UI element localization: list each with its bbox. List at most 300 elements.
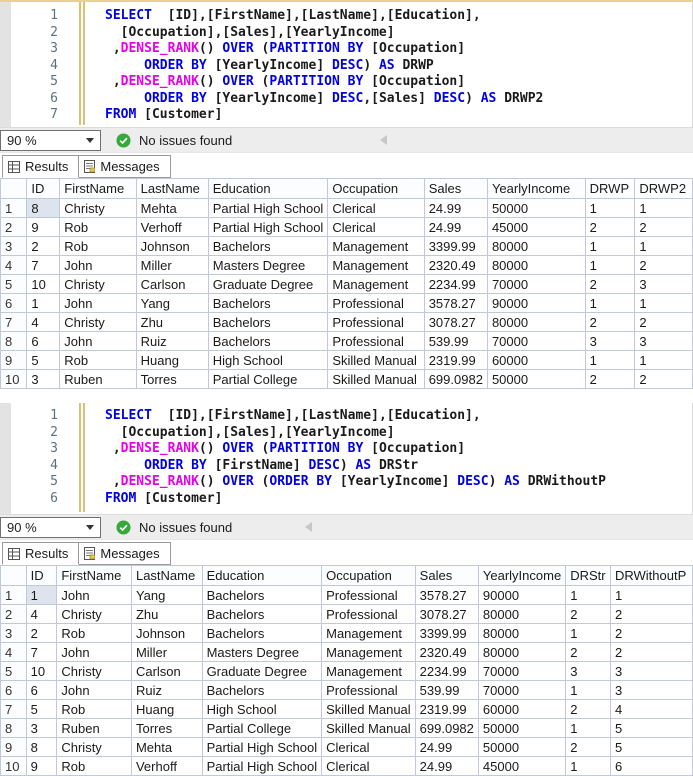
grid-cell[interactable]: 1: [585, 199, 635, 218]
grid-cell[interactable]: 70000: [487, 332, 585, 351]
grid-cell[interactable]: Skilled Manual: [322, 700, 416, 719]
code-line[interactable]: [0, 25, 692, 42]
code-text: ,DENSE_RANK() OVER (PARTITION BY [Occupation]: [105, 41, 466, 56]
grid-cell[interactable]: 3578.27: [415, 586, 478, 605]
grid-cell[interactable]: Professional: [328, 294, 424, 313]
grid-cell[interactable]: Management: [322, 624, 416, 643]
tab-strip-2: [0, 540, 693, 565]
grid-cell[interactable]: Rob: [57, 700, 132, 719]
grid-cell[interactable]: Bachelors: [208, 313, 328, 332]
results-grid-wrap-2: [0, 565, 693, 776]
row-number-cell[interactable]: 4: [1, 643, 27, 662]
row-number-cell[interactable]: 6: [1, 681, 27, 700]
code-text: ORDER BY [FirstName] DESC) AS DRStr: [144, 457, 419, 473]
grid-cell[interactable]: Clerical: [322, 757, 416, 776]
grid-cell[interactable]: 24.99: [424, 199, 487, 218]
grid-cell[interactable]: Zhu: [131, 605, 202, 624]
code-line[interactable]: [0, 425, 692, 442]
grid-cell[interactable]: 3: [610, 662, 692, 681]
grid-cell[interactable]: Management: [328, 237, 424, 256]
grid-cell[interactable]: Christy: [60, 313, 136, 332]
grid-cell[interactable]: 3: [610, 681, 692, 700]
code-text: [Occupation],[Sales],[YearlyIncome]: [105, 24, 395, 40]
grid-cell[interactable]: 2: [610, 624, 692, 643]
grid-cell[interactable]: Clerical: [322, 738, 416, 757]
grid-cell[interactable]: 24.99: [415, 757, 478, 776]
grid-cell[interactable]: 3: [585, 332, 635, 351]
grid-cell[interactable]: Professional: [322, 605, 416, 624]
grid-cell[interactable]: 3078.27: [415, 605, 478, 624]
grid-cell[interactable]: Miller: [136, 256, 208, 275]
grid-cell[interactable]: 2: [566, 643, 611, 662]
grid-cell[interactable]: John: [60, 332, 136, 351]
line-number: 3: [50, 441, 58, 456]
grid-cell[interactable]: 4: [610, 700, 692, 719]
grid-cell[interactable]: 699.0982: [424, 370, 487, 389]
code-text: ORDER BY [YearlyIncome] DESC) AS DRWP: [144, 57, 434, 73]
grid-cell[interactable]: 50000: [487, 199, 585, 218]
grid-cell[interactable]: 2234.99: [415, 662, 478, 681]
grid-cell[interactable]: John: [57, 586, 132, 605]
grid-cell[interactable]: 4: [26, 605, 57, 624]
tab-messages-1[interactable]: [79, 155, 170, 178]
grid-cell[interactable]: Verhoff: [136, 218, 208, 237]
line-number: 6: [50, 90, 58, 106]
grid-cell[interactable]: 1: [635, 351, 693, 370]
grid-cell[interactable]: Rob: [60, 218, 136, 237]
grid-cell[interactable]: Professional: [322, 681, 416, 700]
grid-cell[interactable]: 2234.99: [424, 275, 487, 294]
grid-cell[interactable]: 2: [27, 237, 60, 256]
grid-cell[interactable]: Management: [328, 256, 424, 275]
grid-cell[interactable]: Ruiz: [136, 332, 208, 351]
zoom-level-value: 90 %: [7, 519, 37, 535]
column-header[interactable]: LastName: [131, 566, 202, 586]
grid-cell[interactable]: Carlson: [131, 662, 202, 681]
grid-cell[interactable]: 1: [566, 757, 611, 776]
grid-cell[interactable]: Bachelors: [208, 294, 328, 313]
chevron-down-icon: [86, 138, 94, 143]
grid-cell[interactable]: 4: [27, 313, 60, 332]
table-row: [1, 351, 693, 370]
grid-cell[interactable]: 2: [585, 313, 635, 332]
grid-cell[interactable]: 2: [635, 313, 693, 332]
grid-cell[interactable]: Yang: [136, 294, 208, 313]
grid-cell[interactable]: 1: [566, 681, 611, 700]
grid-cell[interactable]: 5: [26, 700, 57, 719]
grid-cell[interactable]: 3078.27: [424, 313, 487, 332]
grid-cell[interactable]: 2319.99: [424, 351, 487, 370]
row-number-cell[interactable]: 5: [1, 275, 27, 294]
grid-cell[interactable]: Rob: [57, 757, 132, 776]
status-message: No issues found: [139, 132, 233, 148]
grid-cell[interactable]: 7: [27, 256, 60, 275]
table-row: [1, 586, 693, 605]
column-header[interactable]: DRWP: [585, 179, 635, 199]
grid-cell[interactable]: 2: [635, 218, 693, 237]
table-row: [1, 313, 693, 332]
line-number: 4: [50, 457, 58, 473]
column-header[interactable]: YearlyIncome: [478, 566, 565, 586]
code-text: ,DENSE_RANK() OVER (ORDER BY [YearlyIncome] DESC) AS DRWithoutP: [105, 474, 606, 489]
code-line[interactable]: [0, 458, 692, 475]
grid-cell[interactable]: 2: [610, 643, 692, 662]
grid-cell[interactable]: 539.99: [424, 332, 487, 351]
row-number-cell[interactable]: 1: [1, 199, 27, 218]
scroll-left-icon[interactable]: [380, 135, 387, 145]
column-header[interactable]: DRWP2: [635, 179, 693, 199]
row-number-cell[interactable]: 5: [1, 662, 27, 681]
messages-icon: [84, 547, 95, 560]
grid-cell[interactable]: John: [60, 256, 136, 275]
column-header[interactable]: Education: [208, 179, 328, 199]
grid-cell[interactable]: Zhu: [136, 313, 208, 332]
code-line[interactable]: [0, 107, 692, 124]
tab-messages-2[interactable]: [79, 542, 170, 565]
grid-cell[interactable]: Bachelors: [202, 586, 322, 605]
grid-cell[interactable]: 3578.27: [424, 294, 487, 313]
row-number-cell[interactable]: 6: [1, 294, 27, 313]
code-line[interactable]: [0, 41, 692, 58]
grid-cell[interactable]: Johnson: [131, 624, 202, 643]
grid-cell[interactable]: 1: [585, 256, 635, 275]
results-grid-wrap-1: [0, 178, 693, 389]
table-row: [1, 624, 693, 643]
grid-cell[interactable]: 2: [635, 370, 693, 389]
row-number-cell[interactable]: 10: [1, 370, 27, 389]
column-header[interactable]: YearlyIncome: [487, 179, 585, 199]
column-header[interactable]: Occupation: [322, 566, 416, 586]
row-number-cell[interactable]: 4: [1, 256, 27, 275]
grid-cell[interactable]: 9: [27, 218, 60, 237]
line-number: 7: [50, 107, 58, 122]
change-tracking-bar: [79, 403, 85, 512]
grid-cell[interactable]: 80000: [487, 313, 585, 332]
grid-cell[interactable]: 2: [635, 256, 693, 275]
grid-cell[interactable]: 1: [566, 586, 611, 605]
grid-cell[interactable]: 1: [566, 719, 611, 738]
sql-editor-2[interactable]: [0, 403, 693, 514]
grid-cell[interactable]: 1: [610, 586, 692, 605]
grid-cell[interactable]: 90000: [478, 586, 565, 605]
grid-cell[interactable]: 3: [635, 332, 693, 351]
grid-cell[interactable]: 60000: [478, 700, 565, 719]
grid-cell[interactable]: Graduate Degree: [202, 662, 322, 681]
grid-cell[interactable]: Verhoff: [131, 757, 202, 776]
sql-editor-1[interactable]: [0, 0, 693, 127]
row-number-cell[interactable]: 8: [1, 719, 27, 738]
grid-cell[interactable]: 70000: [478, 662, 565, 681]
grid-cell[interactable]: 2320.49: [424, 256, 487, 275]
grid-cell[interactable]: 3399.99: [424, 237, 487, 256]
line-number: 4: [50, 57, 58, 73]
grid-cell[interactable]: Partial College: [208, 370, 328, 389]
tab-results-1[interactable]: [2, 155, 79, 178]
grid-cell[interactable]: John: [57, 681, 132, 700]
grid-cell[interactable]: High School: [208, 351, 328, 370]
grid-cell[interactable]: 80000: [487, 256, 585, 275]
results-grid-2[interactable]: [0, 565, 693, 776]
grid-cell[interactable]: Professional: [328, 332, 424, 351]
line-number: 2: [50, 424, 58, 440]
results-grid-icon: [8, 548, 20, 560]
grid-cell[interactable]: Mehta: [136, 199, 208, 218]
grid-cell[interactable]: Bachelors: [208, 332, 328, 351]
grid-cell[interactable]: Management: [328, 275, 424, 294]
grid-cell[interactable]: 3399.99: [415, 624, 478, 643]
grid-cell[interactable]: 3: [566, 662, 611, 681]
column-header[interactable]: LastName: [136, 179, 208, 199]
line-number: 5: [50, 74, 58, 89]
code-line[interactable]: [0, 491, 692, 508]
grid-cell[interactable]: Professional: [322, 586, 416, 605]
grid-cell[interactable]: Masters Degree: [202, 643, 322, 662]
grid-cell[interactable]: Rob: [60, 237, 136, 256]
grid-cell[interactable]: 2: [585, 370, 635, 389]
grid-cell[interactable]: 1: [27, 294, 60, 313]
grid-cell[interactable]: Johnson: [136, 237, 208, 256]
grid-cell[interactable]: 2319.99: [415, 700, 478, 719]
grid-cell[interactable]: 50000: [478, 719, 565, 738]
grid-cell[interactable]: 1: [635, 294, 693, 313]
table-row: [1, 757, 693, 776]
grid-cell[interactable]: Torres: [136, 370, 208, 389]
check-circle-icon: [116, 520, 131, 535]
column-header[interactable]: ID: [27, 179, 60, 199]
grid-cell[interactable]: 10: [27, 275, 60, 294]
grid-cell[interactable]: John: [60, 294, 136, 313]
grid-cell[interactable]: 8: [26, 738, 57, 757]
grid-cell[interactable]: 2: [566, 700, 611, 719]
grid-cell[interactable]: 45000: [478, 757, 565, 776]
grid-cell[interactable]: 45000: [487, 218, 585, 237]
code-text: SELECT [ID],[FirstName],[LastName],[Education],: [105, 408, 481, 423]
grid-cell[interactable]: 3: [27, 370, 60, 389]
grid-cell[interactable]: Bachelors: [202, 605, 322, 624]
grid-cell[interactable]: Miller: [131, 643, 202, 662]
grid-cell[interactable]: 60000: [487, 351, 585, 370]
table-row: [1, 643, 693, 662]
corner-header[interactable]: [1, 566, 27, 586]
zoom-level-select[interactable]: [0, 130, 101, 151]
query-panel-2: [0, 403, 693, 776]
grid-cell[interactable]: Carlson: [136, 275, 208, 294]
grid-cell[interactable]: 6: [26, 681, 57, 700]
table-row: [1, 662, 693, 681]
table-row: [1, 275, 693, 294]
row-number-cell[interactable]: 8: [1, 332, 27, 351]
grid-cell[interactable]: 3: [26, 719, 57, 738]
grid-cell[interactable]: Torres: [131, 719, 202, 738]
grid-cell[interactable]: Ruiz: [131, 681, 202, 700]
row-number-cell[interactable]: 2: [1, 218, 27, 237]
grid-cell[interactable]: John: [57, 643, 132, 662]
grid-cell[interactable]: 1: [566, 624, 611, 643]
grid-cell[interactable]: Mehta: [131, 738, 202, 757]
grid-cell[interactable]: 50000: [478, 738, 565, 757]
corner-header[interactable]: [1, 179, 27, 199]
table-row: [1, 256, 693, 275]
code-text: FROM [Customer]: [105, 107, 223, 122]
grid-cell[interactable]: 539.99: [415, 681, 478, 700]
table-row: [1, 605, 693, 624]
grid-cell[interactable]: Christy: [57, 605, 132, 624]
code-line[interactable]: [0, 58, 692, 75]
grid-cell[interactable]: 2: [566, 738, 611, 757]
grid-cell[interactable]: 80000: [478, 605, 565, 624]
grid-cell[interactable]: Bachelors: [202, 681, 322, 700]
column-header[interactable]: Sales: [415, 566, 478, 586]
grid-cell[interactable]: Graduate Degree: [208, 275, 328, 294]
grid-cell[interactable]: 5: [27, 351, 60, 370]
row-number-cell[interactable]: 10: [1, 757, 27, 776]
grid-cell[interactable]: Christy: [60, 275, 136, 294]
line-number: 1: [50, 408, 58, 423]
grid-cell[interactable]: 699.0982: [415, 719, 478, 738]
grid-cell[interactable]: Management: [322, 643, 416, 662]
change-tracking-bar: [79, 2, 85, 125]
grid-cell[interactable]: 80000: [478, 624, 565, 643]
grid-cell[interactable]: High School: [202, 700, 322, 719]
table-row: [1, 370, 693, 389]
grid-cell[interactable]: Bachelors: [208, 237, 328, 256]
column-header[interactable]: FirstName: [60, 179, 136, 199]
row-number-cell[interactable]: 3: [1, 237, 27, 256]
grid-cell[interactable]: Bachelors: [202, 624, 322, 643]
row-number-cell[interactable]: 7: [1, 700, 27, 719]
column-header[interactable]: Education: [202, 566, 322, 586]
grid-cell[interactable]: 1: [26, 586, 57, 605]
code-text: ORDER BY [YearlyIncome] DESC,[Sales] DESC) AS DRWP2: [144, 90, 544, 106]
grid-cell[interactable]: 70000: [478, 681, 565, 700]
grid-cell[interactable]: 24.99: [424, 218, 487, 237]
check-circle-icon: [116, 133, 131, 148]
grid-cell[interactable]: 1: [635, 199, 693, 218]
grid-cell[interactable]: 2: [610, 605, 692, 624]
row-number-cell[interactable]: 7: [1, 313, 27, 332]
grid-cell[interactable]: 2320.49: [415, 643, 478, 662]
grid-cell[interactable]: Huang: [136, 351, 208, 370]
grid-cell[interactable]: 1: [635, 237, 693, 256]
tab-messages-label: Messages: [100, 546, 160, 561]
row-number-cell[interactable]: 2: [1, 605, 27, 624]
tab-results-label: Results: [25, 159, 69, 174]
grid-cell[interactable]: 3: [635, 275, 693, 294]
grid-cell[interactable]: Partial High School: [208, 218, 328, 237]
grid-cell[interactable]: 80000: [487, 237, 585, 256]
grid-cell[interactable]: Professional: [328, 313, 424, 332]
grid-cell[interactable]: Skilled Manual: [328, 370, 424, 389]
grid-cell[interactable]: 6: [610, 757, 692, 776]
grid-cell[interactable]: Christy: [57, 738, 132, 757]
grid-cell[interactable]: 80000: [478, 643, 565, 662]
grid-cell[interactable]: 24.99: [415, 738, 478, 757]
grid-cell[interactable]: Clerical: [328, 218, 424, 237]
grid-cell[interactable]: Rob: [60, 351, 136, 370]
table-row: [1, 237, 693, 256]
column-header[interactable]: DRStr: [566, 566, 611, 586]
grid-cell[interactable]: Partial College: [202, 719, 322, 738]
grid-cell[interactable]: Rob: [57, 624, 132, 643]
column-header[interactable]: DRWithoutP: [610, 566, 692, 586]
code-line[interactable]: [0, 91, 692, 108]
grid-cell[interactable]: 2: [585, 218, 635, 237]
grid-cell[interactable]: Partial High School: [202, 738, 322, 757]
code-text: ,DENSE_RANK() OVER (PARTITION BY [Occupation]: [105, 74, 466, 89]
grid-cell[interactable]: 70000: [487, 275, 585, 294]
status-bar-1: [0, 127, 693, 153]
grid-cell[interactable]: 10: [26, 662, 57, 681]
row-number-cell[interactable]: 3: [1, 624, 27, 643]
row-number-cell[interactable]: 9: [1, 351, 27, 370]
tab-strip-1: [0, 153, 693, 178]
column-header[interactable]: Sales: [424, 179, 487, 199]
grid-cell[interactable]: Skilled Manual: [328, 351, 424, 370]
grid-cell[interactable]: 1: [585, 351, 635, 370]
grid-cell[interactable]: Ruben: [57, 719, 132, 738]
grid-cell[interactable]: 2: [566, 605, 611, 624]
grid-cell[interactable]: 2: [585, 275, 635, 294]
grid-cell[interactable]: Ruben: [60, 370, 136, 389]
code-line[interactable]: [0, 408, 692, 425]
column-header[interactable]: FirstName: [57, 566, 132, 586]
grid-cell[interactable]: Management: [322, 662, 416, 681]
grid-cell[interactable]: 1: [585, 237, 635, 256]
grid-cell[interactable]: Skilled Manual: [322, 719, 416, 738]
code-line[interactable]: [0, 74, 692, 91]
grid-cell[interactable]: 5: [610, 719, 692, 738]
code-text: ,DENSE_RANK() OVER (PARTITION BY [Occupation]: [105, 441, 466, 456]
tab-results-2[interactable]: [2, 542, 79, 565]
grid-cell[interactable]: 9: [26, 757, 57, 776]
grid-cell[interactable]: 8: [27, 199, 60, 218]
indicator-margin: [0, 403, 11, 514]
table-row: [1, 294, 693, 313]
grid-cell[interactable]: Christy: [60, 199, 136, 218]
grid-cell[interactable]: 50000: [487, 370, 585, 389]
tab-results-label: Results: [25, 546, 69, 561]
grid-cell[interactable]: Partial High School: [208, 199, 328, 218]
grid-cell[interactable]: Masters Degree: [208, 256, 328, 275]
code-line[interactable]: [0, 474, 692, 491]
grid-cell[interactable]: 7: [26, 643, 57, 662]
grid-cell[interactable]: 6: [27, 332, 60, 351]
grid-cell[interactable]: 1: [585, 294, 635, 313]
results-grid-1[interactable]: [0, 178, 693, 389]
grid-cell[interactable]: Huang: [131, 700, 202, 719]
grid-cell[interactable]: 90000: [487, 294, 585, 313]
column-header[interactable]: Occupation: [328, 179, 424, 199]
panel-gap: [0, 389, 693, 403]
scroll-left-icon[interactable]: [305, 522, 312, 532]
row-number-cell[interactable]: 9: [1, 738, 27, 757]
grid-cell[interactable]: 5: [610, 738, 692, 757]
line-number: 1: [50, 8, 58, 23]
table-row: [1, 332, 693, 351]
grid-cell[interactable]: Partial High School: [202, 757, 322, 776]
row-number-cell[interactable]: 1: [1, 586, 27, 605]
code-line[interactable]: [0, 8, 692, 25]
code-line[interactable]: [0, 441, 692, 458]
grid-cell[interactable]: Christy: [57, 662, 132, 681]
grid-cell[interactable]: Yang: [131, 586, 202, 605]
column-header[interactable]: ID: [26, 566, 57, 586]
grid-cell[interactable]: 2: [26, 624, 57, 643]
table-row: [1, 738, 693, 757]
zoom-level-select[interactable]: [0, 517, 101, 538]
table-row: [1, 681, 693, 700]
grid-cell[interactable]: Clerical: [328, 199, 424, 218]
